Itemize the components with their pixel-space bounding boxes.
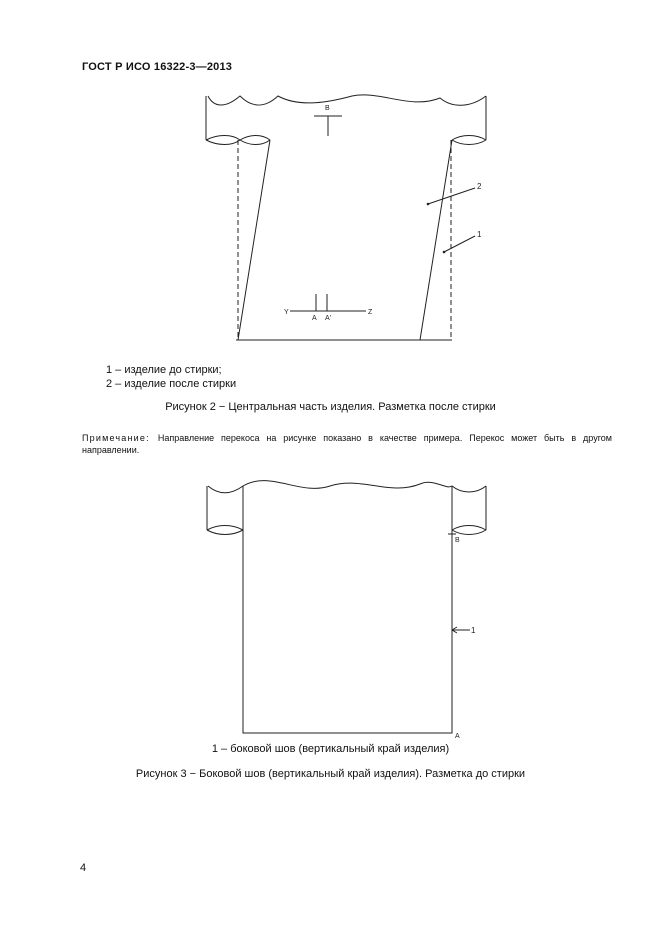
note-text: Направление перекоса на рисунке показано в качестве примера. Перекос может быть в другом направлении. (82, 433, 612, 455)
label-a-prime: A' (325, 315, 332, 322)
label-z: Z (368, 309, 373, 316)
figure-2-caption: Рисунок 2 − Центральная часть изделия. Разметка после стирки (165, 401, 496, 413)
garment-top-edge (208, 481, 486, 493)
figure-3-caption: Рисунок 3 − Боковой шов (вертикальный край изделия). Разметка до стирки (135, 768, 526, 780)
right-sleeve (452, 486, 486, 535)
callout-1: 1 (471, 626, 476, 635)
label-b: B (455, 537, 460, 544)
label-b: B (325, 105, 330, 112)
standard-header: ГОСТ Р ИСО 16322-3—2013 (82, 61, 233, 73)
figure-2-legend-2: 2 – изделие после стирки (106, 378, 237, 390)
callout-2: 2 (477, 182, 482, 191)
label-y: Y (284, 309, 289, 316)
note-label: Примечание: (82, 433, 150, 443)
callout-1: 1 (477, 230, 482, 239)
page-number: 4 (80, 862, 87, 874)
figure-3-legend-1: 1 – боковой шов (вертикальный край изделия) (211, 743, 450, 755)
label-a: A (455, 733, 460, 740)
label-a: A (312, 315, 317, 322)
figure-2-legend-1: 1 – изделие до стирки; (106, 364, 222, 376)
body-outline (243, 486, 452, 733)
